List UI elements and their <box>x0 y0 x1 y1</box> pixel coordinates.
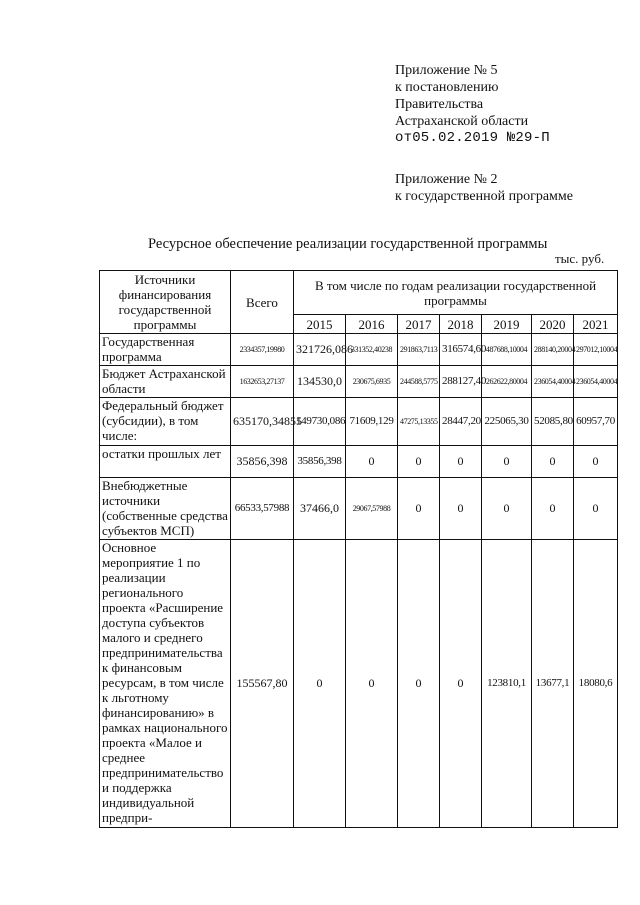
cell-value: 0 <box>440 478 482 540</box>
cell-value: 0 <box>440 540 482 828</box>
attachment-5-line3: Правительства <box>395 97 484 112</box>
row-total: 155567,80 <box>231 540 294 828</box>
cell-value: 29067,57988 <box>346 478 398 540</box>
cell-value: 0 <box>574 478 618 540</box>
row-source: Государственная программа <box>100 334 231 366</box>
attachment-2-block <box>395 171 573 205</box>
cell-value: 123810,1 <box>482 540 532 828</box>
attachment-5-line4: Астраханской области <box>395 114 529 129</box>
cell-value: 18080,6 <box>574 540 618 828</box>
cell-value: 0 <box>294 540 346 828</box>
row-source: Основное мероприятие 1 по реализации регионального проекта «Расширение доступа субъектов малого и среднего предпринимательства к финансовым ресурсам, в том числе к льготному финансированию» в рамках национального проекта «Малое и среднее предпринимательство и поддержка индивидуальной предпри- <box>100 540 231 828</box>
header-source: Источники финансирования государственной программы <box>100 271 231 334</box>
header-year: 2016 <box>346 315 398 334</box>
row-total: 635170,34855 <box>231 398 294 446</box>
cell-value: 71609,129 <box>346 398 398 446</box>
row-source: Бюджет Астраханской области <box>100 366 231 398</box>
row-total: 35856,398 <box>231 446 294 478</box>
cell-value: 35856,398 <box>294 446 346 478</box>
row-total: 2334357,19980 <box>231 334 294 366</box>
cell-value: 236054,40004 <box>532 366 574 398</box>
cell-value: 52085,80 <box>532 398 574 446</box>
cell-value: 0 <box>532 446 574 478</box>
cell-value: 60957,70 <box>574 398 618 446</box>
table-row <box>100 478 618 540</box>
attachment-5-block <box>395 62 550 147</box>
cell-value: 37466,0 <box>294 478 346 540</box>
table-row <box>100 398 618 446</box>
row-total: 66533,57988 <box>231 478 294 540</box>
cell-value: 262622,80004 <box>482 366 532 398</box>
cell-value: 225065,30 <box>482 398 532 446</box>
cell-value: 0 <box>532 478 574 540</box>
units-label: тыс. руб. <box>555 251 605 266</box>
cell-value: 149730,086 <box>294 398 346 446</box>
cell-value: 331352,40238 <box>346 334 398 366</box>
header-year: 2021 <box>574 315 618 334</box>
attachment-5-number: Приложение № 5 <box>395 63 498 78</box>
row-source: Внебюджетные источники (собственные средства субъектов МСП) <box>100 478 231 540</box>
cell-value: 0 <box>482 446 532 478</box>
cell-value: 0 <box>398 478 440 540</box>
table-row <box>100 334 618 366</box>
cell-value: 0 <box>346 540 398 828</box>
attachment-5-line2: к постановлению <box>395 80 499 95</box>
cell-value: 13677,1 <box>532 540 574 828</box>
document-title: Ресурсное обеспечение реализации государственной программы <box>148 236 548 252</box>
cell-value: 0 <box>346 446 398 478</box>
header-row-1 <box>100 271 618 315</box>
table-row <box>100 446 618 478</box>
row-source: остатки прошлых лет <box>100 446 231 478</box>
cell-value: 236054,40004 <box>574 366 618 398</box>
cell-value: 316574,60 <box>440 334 482 366</box>
attachment-5-date: от05.02.2019 №29-П <box>395 130 550 146</box>
cell-value: 288127,40 <box>440 366 482 398</box>
cell-value: 47275,13355 <box>398 398 440 446</box>
header-years-group: В том числе по годам реализации государственной программы <box>294 271 618 315</box>
row-source: Федеральный бюджет (субсидии), в том числе: <box>100 398 231 446</box>
cell-value: 244588,5775 <box>398 366 440 398</box>
attachment-2-number: Приложение № 2 <box>395 172 498 187</box>
cell-value: 0 <box>440 446 482 478</box>
header-year: 2015 <box>294 315 346 334</box>
table-row <box>100 540 618 828</box>
cell-value: 0 <box>574 446 618 478</box>
cell-value: 288140,20004 <box>532 334 574 366</box>
row-total: 1632653,27137 <box>231 366 294 398</box>
header-year: 2018 <box>440 315 482 334</box>
cell-value: 297012,10004 <box>574 334 618 366</box>
cell-value: 0 <box>398 446 440 478</box>
header-year: 2020 <box>532 315 574 334</box>
table-row <box>100 366 618 398</box>
header-year: 2019 <box>482 315 532 334</box>
cell-value: 321726,086 <box>294 334 346 366</box>
cell-value: 0 <box>398 540 440 828</box>
header-year: 2017 <box>398 315 440 334</box>
attachment-2-line2: к государственной программе <box>395 189 573 204</box>
resource-table <box>99 270 618 828</box>
cell-value: 230675,6935 <box>346 366 398 398</box>
cell-value: 134530,0 <box>294 366 346 398</box>
header-total: Всего <box>231 271 294 334</box>
cell-value: 291863,7113 <box>398 334 440 366</box>
cell-value: 487688,10004 <box>482 334 532 366</box>
cell-value: 28447,20 <box>440 398 482 446</box>
cell-value: 0 <box>482 478 532 540</box>
